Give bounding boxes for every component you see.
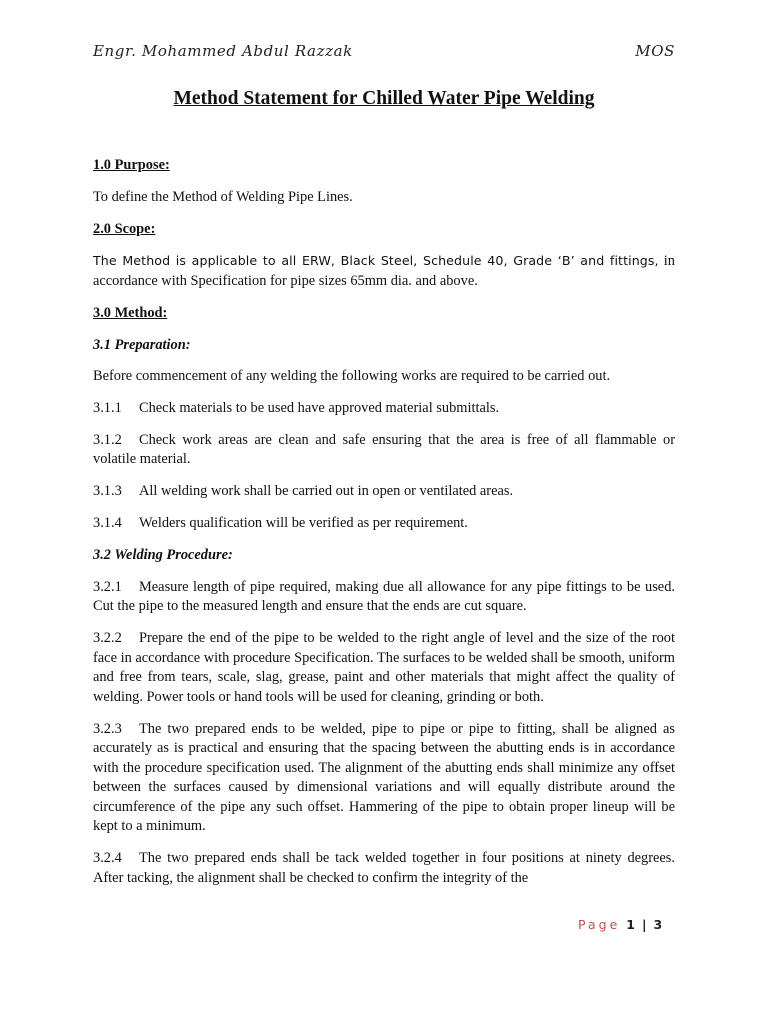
- item-number: 3.2.4: [93, 850, 122, 867]
- item-text: Check work areas are clean and safe ensuring that the area is free of all flammable or volatile material.: [93, 431, 675, 468]
- item-number: 3.2.1: [93, 578, 122, 595]
- preparation-item: [93, 514, 675, 534]
- total-pages: 3: [653, 917, 663, 932]
- header-document-code: MOS: [635, 42, 675, 60]
- item-text: Welders qualification will be verified as per requirement.: [139, 515, 468, 531]
- page-separator: |: [641, 917, 647, 932]
- preparation-item: [93, 482, 675, 502]
- page-header: [93, 42, 675, 60]
- scope-text-part-b: in accordance with Specification for pipe sizes 65mm dia. and above.: [93, 253, 675, 289]
- item-text: Measure length of pipe required, making due all allowance for any pipe fittings to be used. Cut the pipe to the measured length and ensure that the ends are cut square.: [93, 578, 675, 615]
- item-number: 3.2.3: [93, 720, 122, 737]
- item-text: The two prepared ends shall be tack welded together in four positions at ninety degrees. After tacking, the alignment shall be checked to confirm the integrity of the: [93, 850, 675, 886]
- item-text: The two prepared ends to be welded, pipe to pipe or pipe to fitting, shall be aligned as accurately as is practical and ensuring that the spacing between the abutting ends is in accordance with the procedure specification used. The alignment of the abutting ends shall minimize any offset between the surfaces caused by dimensional variations and will equally distribute around the circumference of the pipe any such offset. Hammering of the pipe to obtain proper lineup will be kept to a minimum.: [93, 720, 675, 835]
- item-number: 3.2.2: [93, 629, 122, 646]
- purpose-text: To define the Method of Welding Pipe Lines.: [93, 188, 353, 205]
- item-number: 3.1.2: [93, 431, 122, 448]
- document-title: Method Statement for Chilled Water Pipe Welding: [173, 88, 595, 109]
- preparation-item: [93, 399, 675, 419]
- item-text: All welding work shall be carried out in open or ventilated areas.: [139, 483, 514, 500]
- item-text: Prepare the end of the pipe to be welded to the right angle of level and the size of the root face in accordance with procedure Specification. The surfaces to be welded shall be smooth, uniform and free from tears, scale, slag, grease, paint and other materials that might affect the quality of welding. Power tools or hand tools will be used for cleaning, grinding or both.: [93, 629, 675, 705]
- welding-item: [93, 578, 675, 617]
- page-label: Page: [578, 917, 621, 932]
- item-number: 3.1.4: [93, 515, 122, 531]
- scope-text: [93, 251, 675, 291]
- welding-procedure-heading: 3.2 Welding Procedure:: [93, 546, 233, 563]
- preparation-heading: 3.1 Preparation:: [93, 336, 191, 353]
- item-number: 3.1.3: [93, 483, 122, 500]
- scope-heading: 2.0 Scope:: [93, 220, 156, 237]
- header-author: Engr. Mohammed Abdul Razzak: [93, 42, 353, 60]
- welding-item: [93, 629, 675, 707]
- page-footer: [578, 917, 662, 932]
- method-heading: 3.0 Method:: [93, 304, 168, 321]
- welding-item: [93, 720, 675, 838]
- purpose-heading: 1.0 Purpose:: [93, 157, 170, 173]
- scope-text-part-a: The Method is applicable to all ERW, Black Steel, Schedule 40, Grade ‘B’ and fittings,: [93, 253, 659, 269]
- current-page-number: 1: [626, 917, 635, 932]
- preparation-intro: Before commencement of any welding the following works are required to be carried out.: [93, 368, 611, 385]
- item-number: 3.1.1: [93, 400, 122, 417]
- preparation-item: [93, 431, 675, 470]
- welding-item: [93, 849, 675, 888]
- document-body: [93, 156, 675, 901]
- item-text: Check materials to be used have approved material submittals.: [139, 400, 500, 417]
